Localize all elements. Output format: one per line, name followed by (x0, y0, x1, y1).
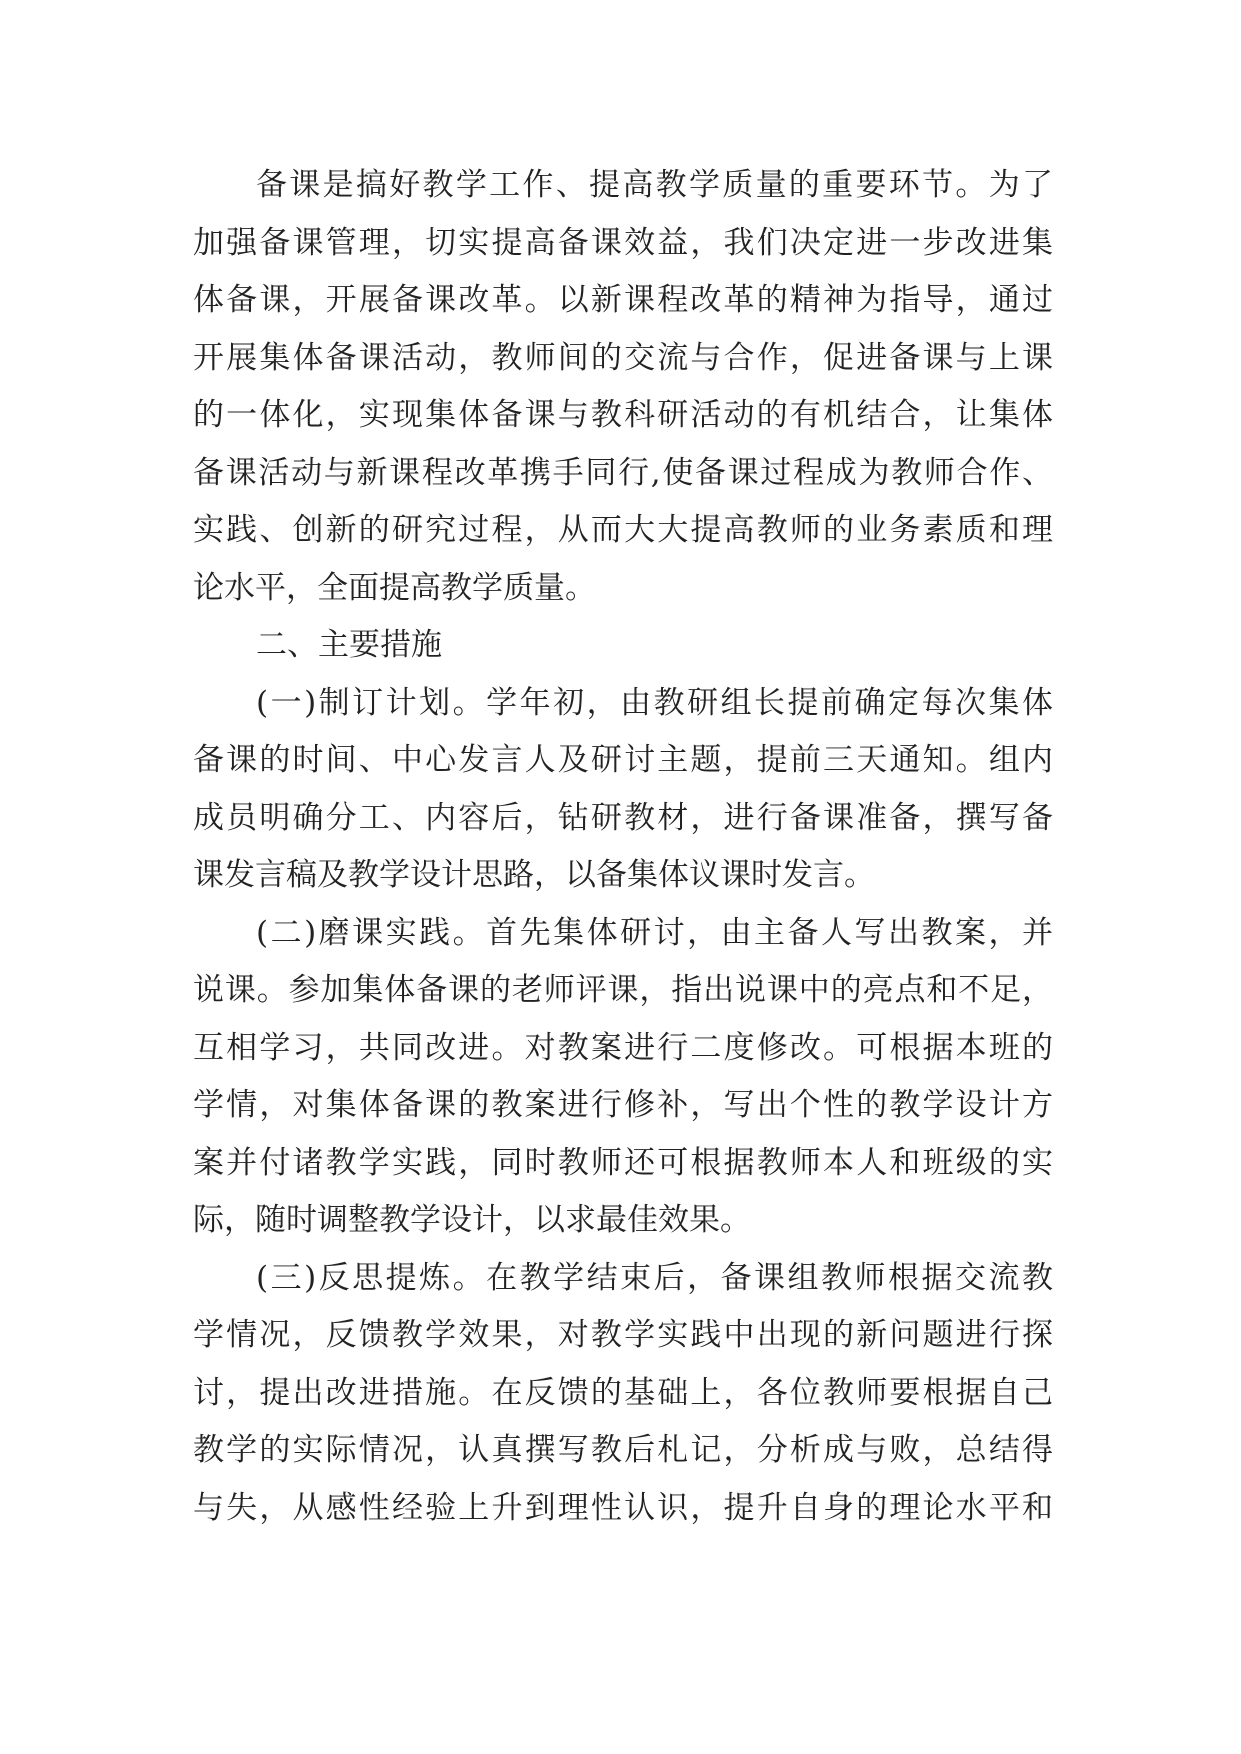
text-line: (二)磨课实践。首先集体研讨，由主备人写出教案，并 (256, 914, 1053, 951)
paragraph-measure-1 (193, 675, 1053, 905)
text-line: 体备课，开展备课改革。以新课程改革的精神为指导，通过 (193, 282, 1053, 318)
document-body (193, 157, 1053, 1537)
text-line: 开展集体备课活动，教师间的交流与合作，促进备课与上课 (193, 339, 1053, 376)
paragraph-intro (193, 157, 1053, 617)
text-line: 实践、创新的研究过程，从而大大提高教师的业务素质和理 (193, 512, 1053, 548)
text-line: 学情况，反馈教学效果，对教学实践中出现的新问题进行探 (193, 1317, 1053, 1353)
text-line: 讨，提出改进措施。在反馈的基础上，各位教师要根据自己 (193, 1374, 1053, 1411)
text-line: 课发言稿及教学设计思路，以备集体议课时发言。 (193, 857, 875, 893)
text-line: 与失，从感性经验上升到理性认识，提升自身的理论水平和 (193, 1489, 1053, 1526)
text-line: 备课是搞好教学工作、提高教学质量的重要环节。为了 (256, 167, 1053, 203)
text-line: 学情，对集体备课的教案进行修补，写出个性的教学设计方 (193, 1087, 1053, 1123)
text-line: 成员明确分工、内容后，钻研教材，进行备课准备，撰写备 (193, 799, 1053, 836)
section-heading: 二、主要措施 (256, 627, 442, 663)
text-line: 教学的实际情况，认真撰写教后札记，分析成与败，总结得 (193, 1432, 1053, 1468)
text-line: (一)制订计划。学年初，由教研组长提前确定每次集体 (256, 684, 1053, 721)
text-line: 案并付诸教学实践，同时教师还可根据教师本人和班级的实 (193, 1144, 1053, 1181)
text-line: (三)反思提炼。在教学结束后，备课组教师根据交流教 (256, 1259, 1053, 1296)
text-line: 说课。参加集体备课的老师评课，指出说课中的亮点和不足， (193, 972, 1053, 1008)
text-line: 的一体化，实现集体备课与教科研活动的有机结合，让集体 (193, 397, 1053, 433)
text-line: 互相学习，共同改进。对教案进行二度修改。可根据本班的 (193, 1029, 1053, 1066)
section-heading-main-measures (193, 617, 1053, 675)
text-line: 论水平，全面提高教学质量。 (193, 569, 596, 606)
paragraph-measure-3 (193, 1250, 1053, 1538)
paragraph-measure-2 (193, 905, 1053, 1250)
text-line: 备课活动与新课程改革携手同行,使备课过程成为教师合作、 (193, 454, 1053, 491)
text-line: 备课的时间、中心发言人及研讨主题，提前三天通知。组内 (193, 742, 1053, 778)
text-line: 际，随时调整教学设计，以求最佳效果。 (193, 1202, 751, 1238)
text-line: 加强备课管理，切实提高备课效益，我们决定进一步改进集 (193, 224, 1053, 261)
